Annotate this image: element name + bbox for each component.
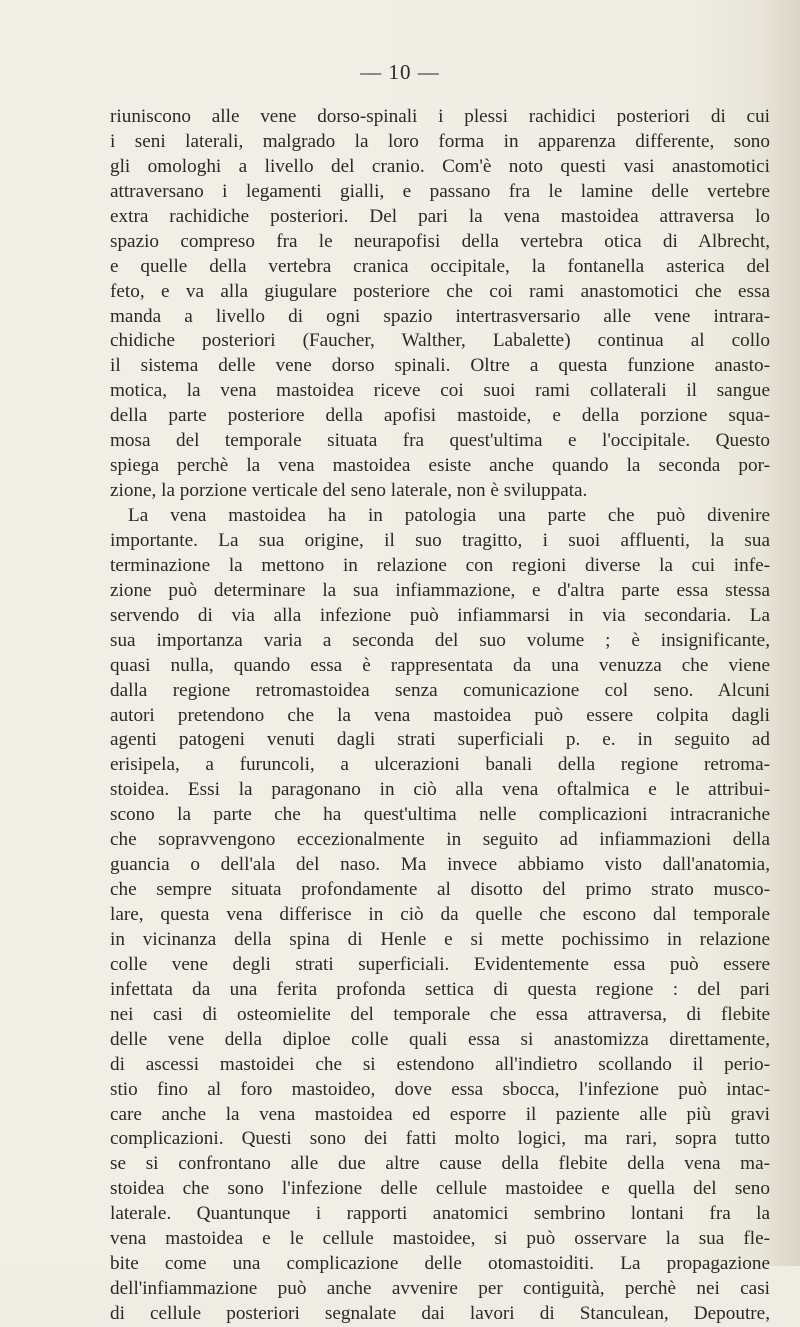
text-line: motica, la vena mastoidea riceve coi suoi rami collaterali il sangue xyxy=(110,380,770,402)
text-line: riuniscono alle vene dorso-spinali i plessi rachidici posteriori di cui xyxy=(110,106,770,127)
text-line: zione, la porzione verticale del seno laterale, non è sviluppata. xyxy=(110,480,588,502)
text-line: autori pretendono che la vena mastoidea può essere colpita dagli xyxy=(110,704,770,726)
text-line: lare, questa vena differisce in ciò da quelle che escono dal temporale xyxy=(110,904,770,925)
text-line: di ascessi mastoidei che si estendono all'indietro scollando il perio- xyxy=(110,1053,770,1075)
text-line: stoidea che sono l'infezione delle cellule mastoidee e quella del seno xyxy=(110,1178,770,1200)
text-line: quasi nulla, quando essa è rappresentata da una venuzza che viene xyxy=(110,654,770,676)
text-line: feto, e va alla giugulare posteriore che coi rami anastomotici che essa xyxy=(110,280,770,302)
text-line: gli omologhi a livello del cranio. Com'è noto questi vasi anastomotici xyxy=(110,155,770,177)
text-line: delle vene della diploe colle quali essa si anastomizza direttamente, xyxy=(110,1028,770,1050)
text-line: zione può determinare la sua infiammazione, e d'altra parte essa stessa xyxy=(110,579,770,601)
text-line: vena mastoidea e le cellule mastoidee, si può osservare la sua fle- xyxy=(110,1228,770,1250)
text-line: complicazioni. Questi sono dei fatti molto logici, ma rari, sopra tutto xyxy=(110,1128,770,1150)
text-line: La vena mastoidea ha in patologia una parte che può divenire xyxy=(128,505,770,526)
text-line: colle vene degli strati superficiali. Evidentemente essa può essere xyxy=(110,953,770,975)
text-line: e quelle della vertebra cranica occipitale, la fontanella asterica del xyxy=(110,255,770,277)
text-line: erisipela, a furuncoli, a ulcerazioni banali della regione retroma- xyxy=(110,754,770,776)
text-line: infettata da una ferita profonda settica di questa regione : del pari xyxy=(110,978,770,1000)
text-line: spiega perchè la vena mastoidea esiste anche quando la seconda por- xyxy=(110,455,770,477)
text-line: in vicinanza della spina di Henle e si mette pochissimo in relazione xyxy=(110,928,770,950)
text-line: spazio compreso fra le neurapofisi della vertebra otica di Albrecht, xyxy=(110,230,770,252)
text-line: il sistema delle vene dorso spinali. Oltre a questa funzione anasto- xyxy=(110,355,770,377)
text-line: importante. La sua origine, il suo tragitto, i suoi affluenti, la sua xyxy=(110,529,770,551)
text-line: dalla regione retromastoidea senza comunicazione col seno. Alcuni xyxy=(110,679,770,701)
text-line: chidiche posteriori (Faucher, Walther, Labalette) continua al collo xyxy=(110,330,770,352)
body-text xyxy=(110,105,770,1327)
text-line: stoidea. Essi la paragonano in ciò alla vena oftalmica e le attribui- xyxy=(110,779,770,801)
text-line: agenti patogeni venuti dagli strati superficiali p. e. in seguito ad xyxy=(110,729,770,751)
text-line: sua importanza varia a seconda del suo volume ; è insignificante, xyxy=(110,629,770,651)
text-line: attraversano i legamenti gialli, e passano fra le lamine delle vertebre xyxy=(110,180,770,202)
text-line: bite come una complicazione delle otomastoiditi. La propagazione xyxy=(110,1253,770,1275)
text-line: se si confrontano alle due altre cause della flebite della vena ma- xyxy=(110,1153,770,1175)
text-line: terminazione la mettono in relazione con regioni diverse la cui infe- xyxy=(110,554,770,576)
text-line: che sopravvengono eccezionalmente in seguito ad infiammazioni della xyxy=(110,829,770,851)
text-line: della parte posteriore della apofisi mastoide, e della porzione squa- xyxy=(110,405,770,427)
page-number: — 10 — xyxy=(360,60,440,84)
text-line: che sempre situata profondamente al disotto del primo strato musco- xyxy=(110,879,770,901)
text-line: care anche la vena mastoidea ed esporre il paziente alle più gravi xyxy=(110,1103,770,1125)
text-line: nei casi di osteomielite del temporale che essa attraversa, di flebite xyxy=(110,1003,770,1025)
text-line: scono la parte che ha quest'ultima nelle complicazioni intracraniche xyxy=(110,804,770,826)
text-line: manda a livello di ogni spazio intertrasversario alle vene intrara- xyxy=(110,305,770,327)
text-line: di cellule posteriori segnalate dai lavori di Stanculean, Depoutre, xyxy=(110,1303,770,1324)
text-line: stio fino al foro mastoideo, dove essa sbocca, l'infezione può intac- xyxy=(110,1078,770,1100)
text-line: i seni laterali, malgrado la loro forma in apparenza differente, sono xyxy=(110,130,770,152)
text-line: dell'infiammazione può anche avvenire per contiguità, perchè nei casi xyxy=(110,1278,770,1300)
text-line: extra rachidiche posteriori. Del pari la vena mastoidea attraversa lo xyxy=(110,205,770,227)
text-line: guancia o dell'ala del naso. Ma invece abbiamo visto dall'anatomia, xyxy=(110,854,770,876)
text-line: laterale. Quantunque i rapporti anatomici sembrino lontani fra la xyxy=(110,1203,770,1225)
text-line: servendo di via alla infezione può infiammarsi in via secondaria. La xyxy=(110,604,770,626)
text-line: mosa del temporale situata fra quest'ultima e l'occipitale. Questo xyxy=(110,430,770,452)
